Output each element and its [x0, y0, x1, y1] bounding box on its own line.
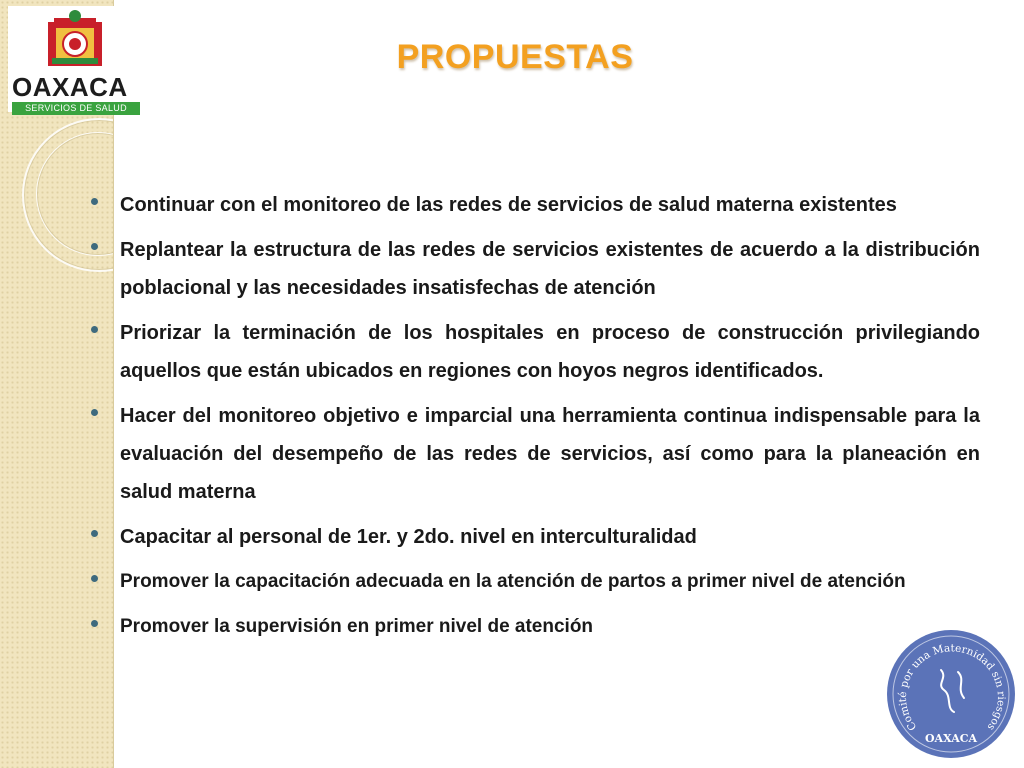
list-item-text: Priorizar la terminación de los hospitales en proceso de construcción privilegiando aquellos que están ubicados en regiones con hoyos negros identificados. — [120, 322, 980, 382]
list-item-text: Hacer del monitoreo objetivo e imparcial una herramienta continua indispensable para la evaluación del desempeño de las redes de servicios, así como para la planeación en salud materna — [120, 405, 980, 503]
list-item — [88, 608, 980, 646]
bullet-icon — [91, 575, 98, 582]
page-title: PROPUESTAS — [396, 38, 634, 76]
bullet-icon — [91, 620, 98, 627]
bullet-icon — [91, 530, 98, 537]
list-item — [88, 397, 980, 511]
seal-ring-text: Comité por una Maternidad sin riesgos — [896, 642, 1008, 733]
seal-name: OAXACA — [924, 732, 978, 745]
list-item-text: Promover la capacitación adecuada en la atención de partos a primer nivel de atención — [120, 571, 906, 592]
list-item — [88, 231, 980, 307]
list-item-text: Replantear la estructura de las redes de servicios existentes de acuerdo a la distribución poblacional y las necesidades insatisfechas de atención — [120, 239, 980, 299]
bullet-icon — [91, 409, 98, 416]
list-item-text: Capacitar al personal de 1er. y 2do. nivel en interculturalidad — [120, 526, 697, 548]
list-item-text: Continuar con el monitoreo de las redes de servicios de salud materna existentes — [120, 194, 897, 216]
bullet-icon — [91, 198, 98, 205]
bullet-icon — [91, 326, 98, 333]
oaxaca-health-logo — [8, 6, 138, 112]
bullet-icon — [91, 243, 98, 250]
logo-subtitle: SERVICIOS DE SALUD — [12, 102, 140, 115]
list-item — [88, 186, 980, 224]
committee-seal — [886, 628, 1016, 760]
list-item — [88, 518, 980, 556]
list-item-text: Promover la supervisión en primer nivel de atención — [120, 616, 594, 637]
list-item — [88, 314, 980, 390]
coat-of-arms-icon — [44, 8, 106, 72]
list-item — [88, 563, 980, 601]
logo-name: OAXACA — [12, 72, 128, 102]
proposals-list — [88, 186, 980, 653]
